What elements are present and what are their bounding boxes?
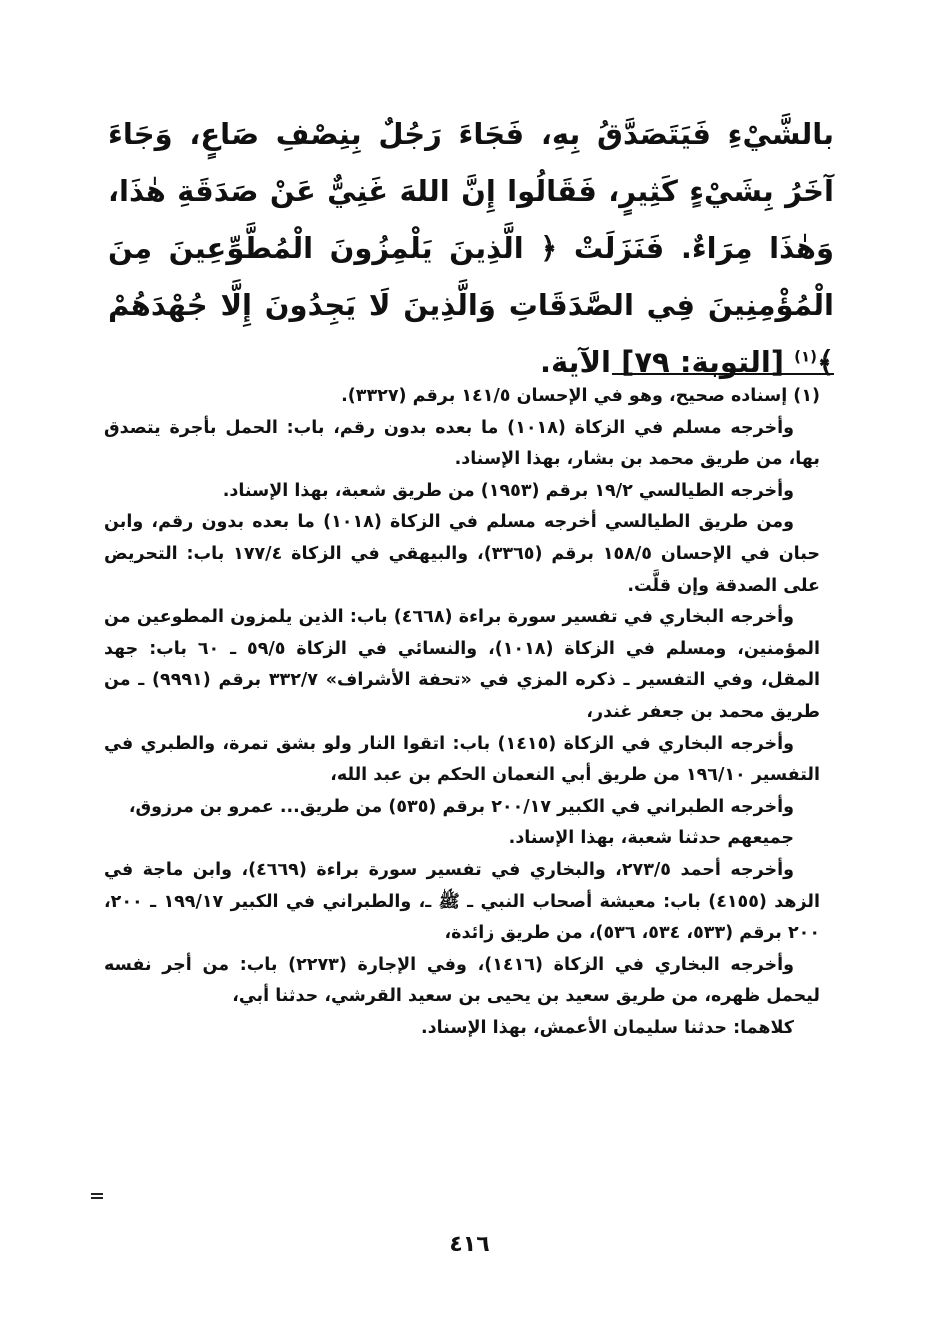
footnote-paragraph: جميعهم حدثنا شعبة، بهذا الإسناد.: [508, 828, 794, 849]
main-body-text: بالشَّيْءِ فَيَتَصَدَّقُ بِهِ، فَجَاءَ رَجُلٌ بِنِصْفِ صَاعٍ، وَجَاءَ آخَرُ بِشَيْءٍ كَثِيرٍ، فَقَالُوا إِنَّ اللهَ غَنِيٌّ عَنْ صَدَقَةِ هٰذَا، وَهٰذَا مِرَاءٌ. فَنَزَلَتْ: [108, 117, 834, 265]
footnote-paragraph: وأخرجه الطيالسي ١٩/٢ برقم (١٩٥٣) من طريق شعبة، بهذا الإسناد.: [222, 480, 794, 501]
footnote-paragraph: وأخرجه أحمد ٢٧٣/٥، والبخاري في تفسير سورة براءة (٤٦٦٩)، وابن ماجة في الزهد (٤١٥٥) باب: معيشة أصحاب النبي ـ ﷺ ـ، والطبراني في الكبير ١٩٩/١٧ ـ ٢٠٠، ٢٠٠ برقم (٥٣٣، ٥٣٤، ٥٣٦)، من طريق زائدة،: [104, 859, 820, 944]
continuation-mark: [91, 1193, 103, 1199]
footnote-paragraph: (١) إسناده صحيح، وهو في الإحسان ١٤١/٥ برقم (٣٣٢٧).: [341, 386, 820, 406]
main-text: [108, 106, 834, 391]
footnote-separator: [612, 373, 834, 375]
footnote-paragraph: وأخرجه البخاري في تفسير سورة براءة (٤٦٦٨) باب: الذين يلمزون المطوعين من المؤمنين، ومسلم في الزكاة (١٠١٨)، والنسائي في الزكاة ٥٩/٥ ـ ٦٠ باب: جهد المقل، وفي التفسير ـ ذكره المزي في «تحفة الأشراف» ٣٣٢/٧ برقم (٩٩٩١) ـ من طريق محمد بن جعفر غندر،: [104, 607, 821, 722]
footnote-marker: (١): [794, 347, 817, 366]
footnote-paragraph: وأخرجه مسلم في الزكاة (١٠١٨) ما بعده بدون رقم، باب: الحمل بأجرة يتصدق بها، من طريق محمد بن بشار، بهذا الإسناد.: [104, 417, 820, 470]
quran-verse: ﴿ الَّذِينَ يَلْمِزُونَ الْمُطَّوِّعِينَ مِنَ الْمُؤْمِنِينَ فِي الصَّدَقَاتِ وَالَّذِينَ لَا يَجِدُونَ إِلَّا جُهْدَهُمْ ﴾: [108, 231, 834, 379]
footnote-paragraph: ومن طريق الطيالسي أخرجه مسلم في الزكاة (١٠١٨) ما بعده بدون رقم، وابن حبان في الإحسان ١٥٨/٥ برقم (٣٣٦٥)، والبيهقي في الزكاة ١٧٧/٤ باب: التحريض على الصدقة وإن قلَّت.: [104, 512, 820, 596]
footnote-paragraph: وأخرجه الطبراني في الكبير ٢٠٠/١٧ برقم (٥٣٥) من طريق... عمرو بن مرزوق،: [128, 796, 794, 817]
page-number: ٤١٦: [449, 1232, 490, 1257]
verse-reference: [التوبة: ٧٩] الآية.: [539, 345, 795, 379]
footnote-paragraph: وأخرجه البخاري في الزكاة (١٤١٦)، وفي الإجارة (٢٢٧٣) باب: من أجر نفسه ليحمل ظهره، من طريق سعيد بن يحيى بن سعيد القرشي، حدثنا أبي،: [104, 954, 820, 1007]
footnotes-section: [104, 381, 820, 1044]
footnote-paragraph: وأخرجه البخاري في الزكاة (١٤١٥) باب: اتقوا النار ولو بشق تمرة، والطبري في التفسير ١٩٦/١٠ من طريق أبي النعمان الحكم بن عبد الله،: [104, 733, 820, 786]
footnote-paragraph: كلاهما: حدثنا سليمان الأعمش، بهذا الإسناد.: [420, 1017, 794, 1038]
